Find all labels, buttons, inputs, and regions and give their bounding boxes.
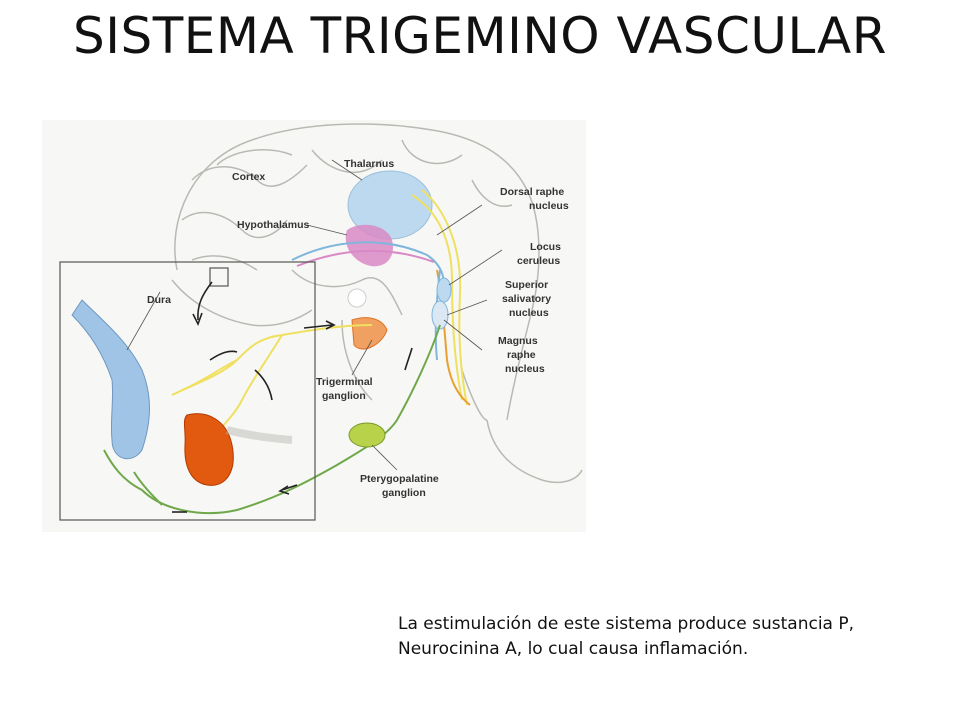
label-hypothalamus: Hypothalamus bbox=[237, 219, 310, 231]
label-magnus-1: Magnus bbox=[498, 335, 538, 347]
label-dorsal-raphe-1: Dorsal raphe bbox=[500, 186, 565, 198]
label-magnus-3: nucleus bbox=[505, 363, 545, 375]
label-trigeminal-2: ganglion bbox=[322, 390, 366, 402]
locus-ceruleus-nucleus bbox=[437, 278, 451, 302]
slide-title: SISTEMA TRIGEMINO VASCULAR bbox=[73, 7, 887, 65]
label-thalamus: Thalarnus bbox=[344, 158, 395, 170]
salivatory-nucleus bbox=[432, 301, 448, 329]
slide-caption bbox=[398, 612, 938, 662]
label-superior-3: nucleus bbox=[509, 307, 549, 319]
label-cortex: Cortex bbox=[232, 171, 266, 183]
label-magnus-2: raphe bbox=[507, 349, 536, 361]
diagram-background bbox=[42, 120, 586, 532]
label-ptery-2: ganglion bbox=[382, 487, 426, 499]
label-dura: Dura bbox=[147, 294, 171, 306]
diagram-svg bbox=[42, 120, 586, 532]
label-superior-2: salivatory bbox=[502, 293, 552, 305]
caption-line: La estimulación de este sistema produce sustancia P, bbox=[398, 614, 855, 634]
trigeminovascular-diagram bbox=[42, 120, 586, 532]
label-locus-2: ceruleus bbox=[517, 255, 561, 267]
caption-line: Neurocinina A, lo cual causa inflamación. bbox=[398, 639, 749, 659]
label-locus-1: Locus bbox=[530, 241, 561, 253]
pterygopalatine-ganglion-shape bbox=[349, 423, 385, 447]
label-dorsal-raphe-2: nucleus bbox=[529, 200, 569, 212]
label-superior-1: Superior bbox=[505, 279, 549, 291]
label-trigeminal-1: Trigerminal bbox=[316, 376, 373, 388]
label-ptery-1: Pterygopalatine bbox=[360, 473, 439, 485]
pons-marker bbox=[348, 289, 366, 307]
